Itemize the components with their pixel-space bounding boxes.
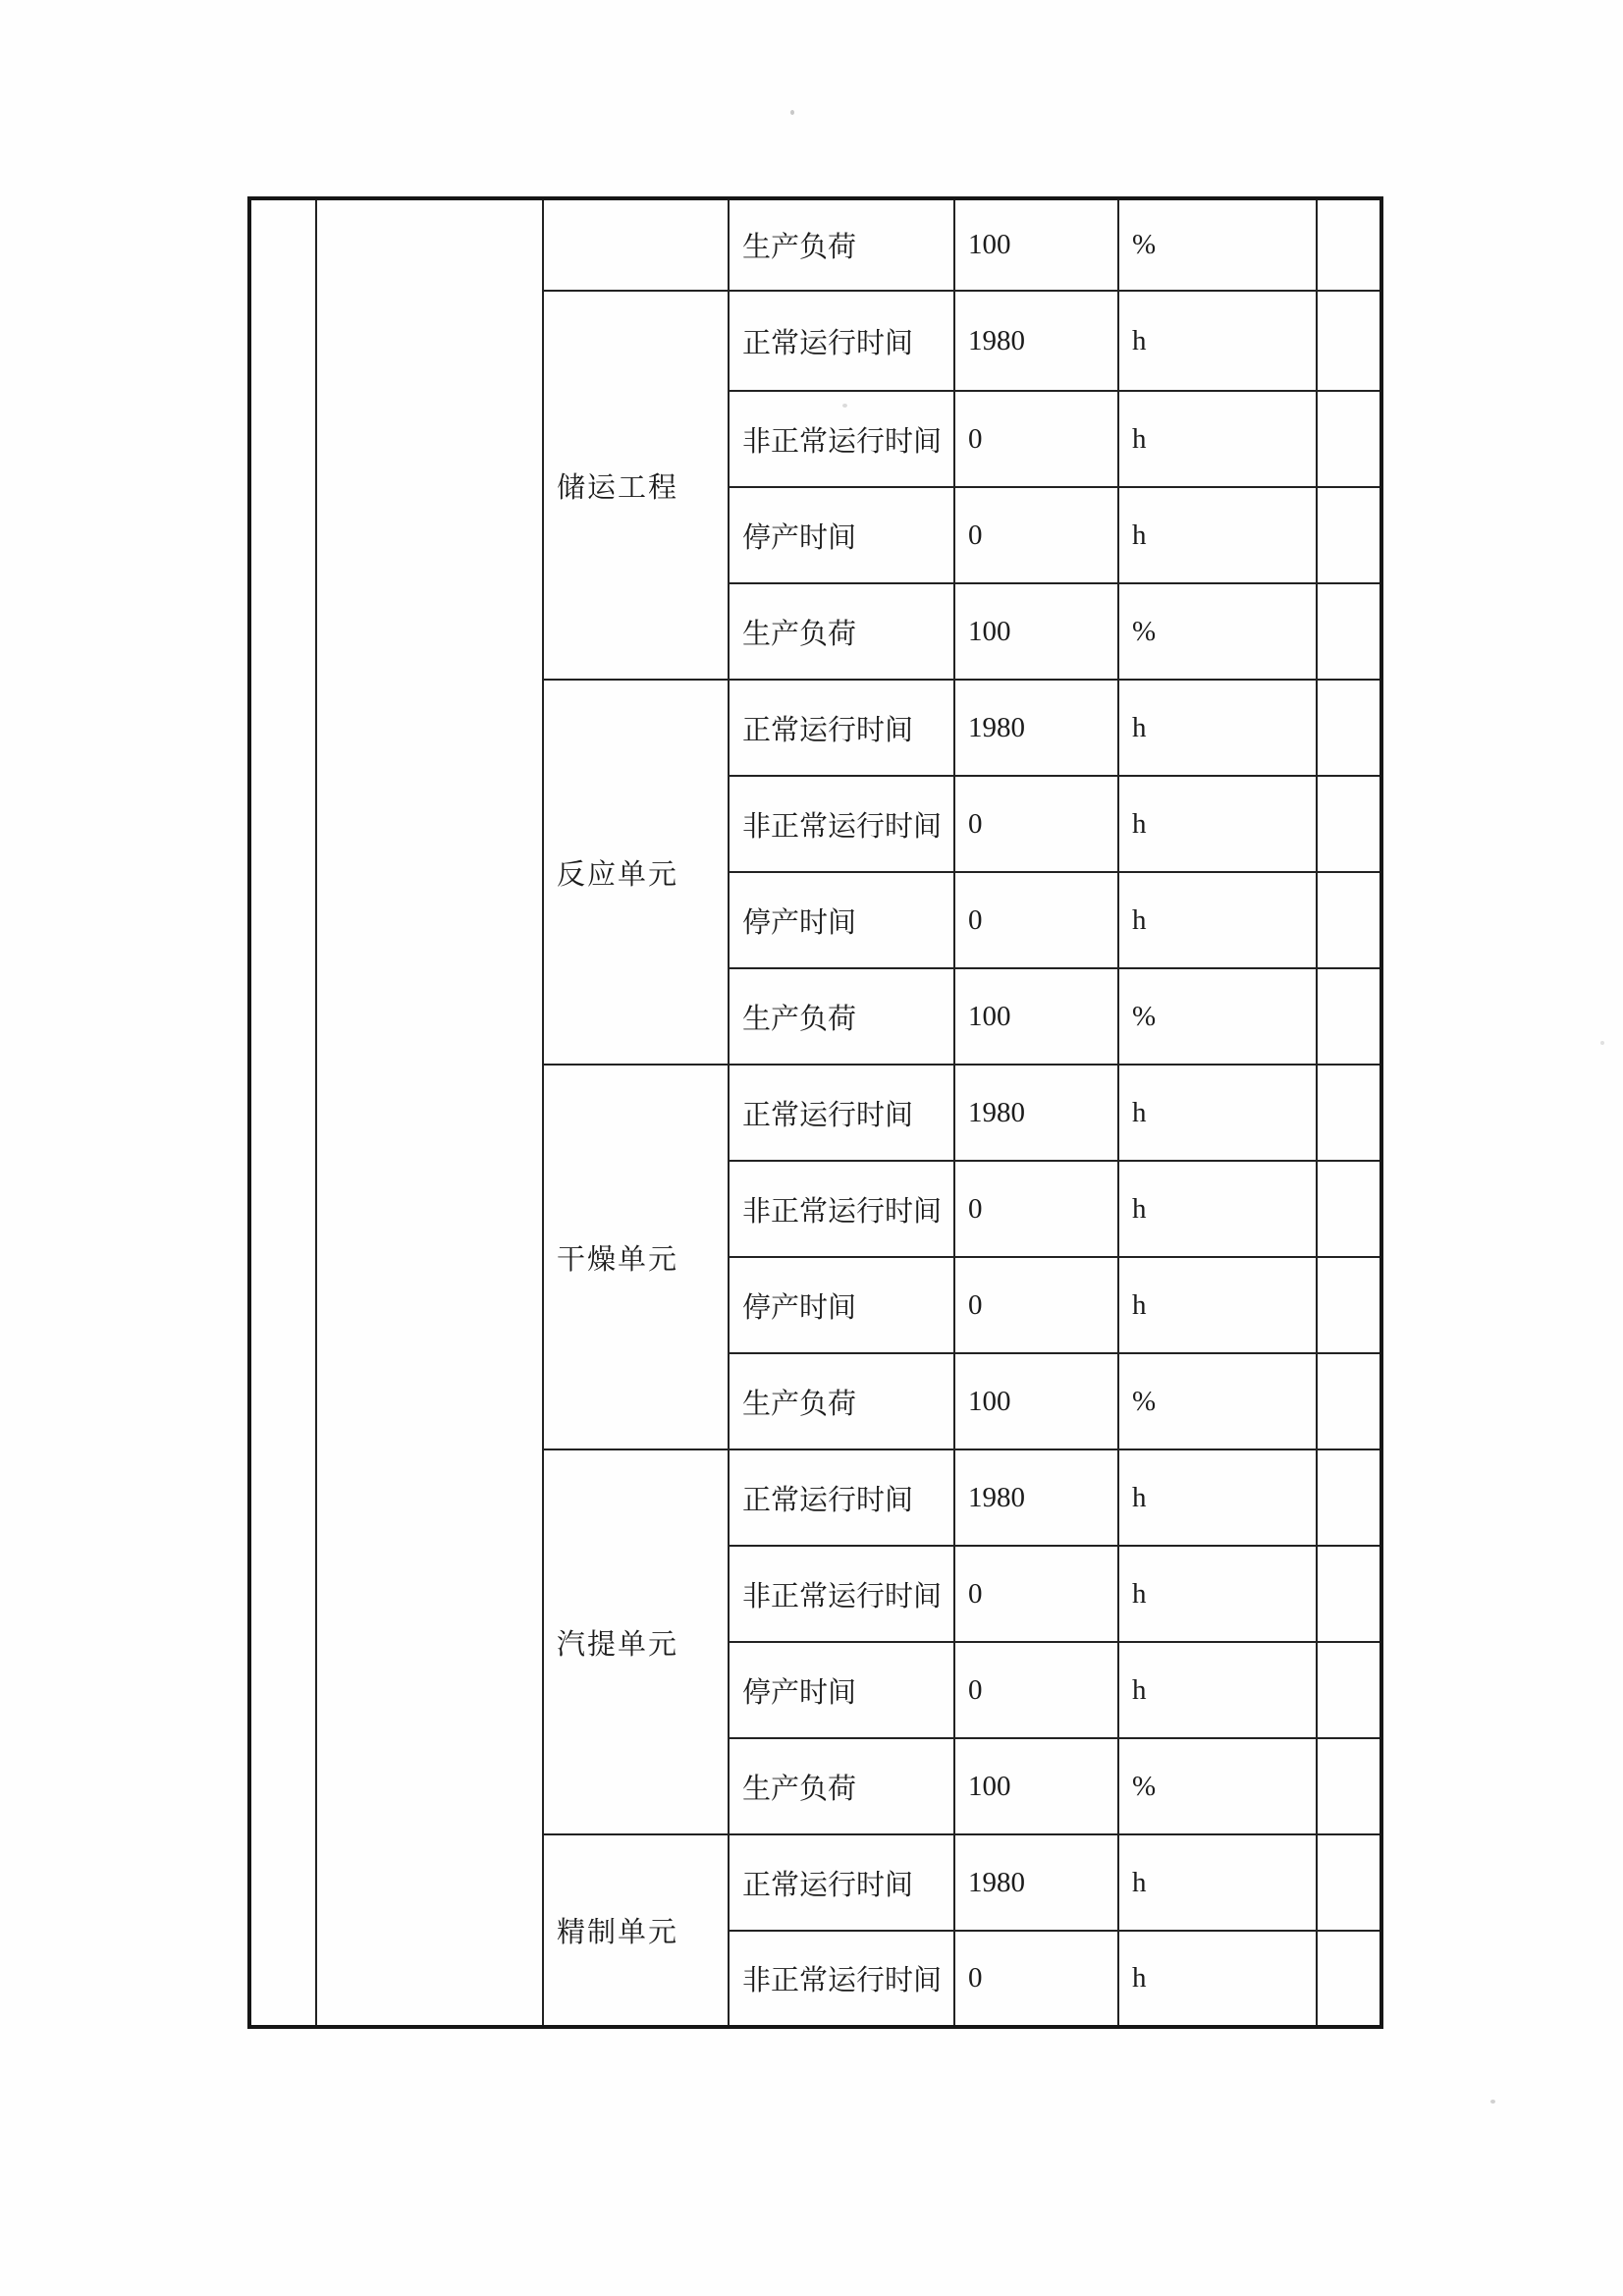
value-cell: 0 <box>954 1546 1118 1642</box>
right-margin-cell <box>1317 776 1381 872</box>
right-margin-cell <box>1317 1642 1381 1738</box>
param-label-cell: 正常运行时间 <box>729 1834 954 1931</box>
unit-cell: h <box>1118 1642 1317 1738</box>
param-label-cell: 非正常运行时间 <box>729 1931 954 2027</box>
right-margin-cell <box>1317 1738 1381 1834</box>
value-cell: 1980 <box>954 1065 1118 1161</box>
value-cell: 100 <box>954 968 1118 1065</box>
right-margin-cell <box>1317 1931 1381 2027</box>
table-row <box>249 198 1381 291</box>
unit-cell: h <box>1118 1161 1317 1257</box>
group-cell-stripping-unit: 汽提单元 <box>543 1449 729 1834</box>
right-margin-cell <box>1317 1353 1381 1449</box>
unit-cell: % <box>1118 968 1317 1065</box>
right-margin-cell <box>1317 1834 1381 1931</box>
right-margin-cell <box>1317 680 1381 776</box>
right-margin-cell <box>1317 1257 1381 1353</box>
param-label-cell: 非正常运行时间 <box>729 391 954 487</box>
unit-cell: % <box>1118 1738 1317 1834</box>
right-margin-cell <box>1317 1546 1381 1642</box>
value-cell: 100 <box>954 1738 1118 1834</box>
param-label-cell: 非正常运行时间 <box>729 1161 954 1257</box>
group-cell-storage-transport: 储运工程 <box>543 291 729 680</box>
unit-cell: % <box>1118 198 1317 291</box>
param-label-cell: 正常运行时间 <box>729 1449 954 1546</box>
unit-cell: h <box>1118 487 1317 583</box>
unit-cell: h <box>1118 1257 1317 1353</box>
left-margin-column-cell <box>249 198 316 2027</box>
value-cell: 0 <box>954 1161 1118 1257</box>
param-label-cell: 正常运行时间 <box>729 680 954 776</box>
unit-cell: h <box>1118 1931 1317 2027</box>
value-cell: 1980 <box>954 680 1118 776</box>
scan-speck <box>842 404 847 408</box>
value-cell: 100 <box>954 1353 1118 1449</box>
value-cell: 100 <box>954 583 1118 680</box>
param-label-cell: 生产负荷 <box>729 583 954 680</box>
param-label-cell: 停产时间 <box>729 1257 954 1353</box>
value-cell: 0 <box>954 487 1118 583</box>
param-label-cell: 生产负荷 <box>729 1738 954 1834</box>
right-margin-cell <box>1317 1065 1381 1161</box>
right-margin-cell <box>1317 1161 1381 1257</box>
value-cell: 0 <box>954 391 1118 487</box>
unit-cell: h <box>1118 1449 1317 1546</box>
value-cell: 0 <box>954 1642 1118 1738</box>
unit-cell: h <box>1118 872 1317 968</box>
group-cell-refining-unit: 精制单元 <box>543 1834 729 2027</box>
unit-cell: h <box>1118 776 1317 872</box>
param-label-cell: 生产负荷 <box>729 968 954 1065</box>
unit-cell: h <box>1118 1834 1317 1931</box>
right-margin-cell <box>1317 487 1381 583</box>
right-margin-cell <box>1317 391 1381 487</box>
unit-cell: h <box>1118 680 1317 776</box>
param-label-cell: 正常运行时间 <box>729 1065 954 1161</box>
unit-cell: h <box>1118 291 1317 391</box>
param-label-cell: 停产时间 <box>729 487 954 583</box>
param-label-cell: 停产时间 <box>729 872 954 968</box>
group-cell-continued <box>543 198 729 291</box>
unit-cell: % <box>1118 583 1317 680</box>
param-label-cell: 非正常运行时间 <box>729 776 954 872</box>
right-margin-cell <box>1317 968 1381 1065</box>
param-label-cell: 非正常运行时间 <box>729 1546 954 1642</box>
value-cell: 100 <box>954 198 1118 291</box>
value-cell: 1980 <box>954 291 1118 391</box>
value-cell: 0 <box>954 1257 1118 1353</box>
unit-cell: % <box>1118 1353 1317 1449</box>
param-label-cell: 停产时间 <box>729 1642 954 1738</box>
value-cell: 0 <box>954 1931 1118 2027</box>
param-label-cell: 生产负荷 <box>729 198 954 291</box>
unit-cell: h <box>1118 1065 1317 1161</box>
unit-cell: h <box>1118 391 1317 487</box>
scan-speck <box>790 110 794 115</box>
scan-speck <box>1490 2100 1495 2104</box>
right-margin-cell <box>1317 583 1381 680</box>
right-margin-cell <box>1317 291 1381 391</box>
value-cell: 0 <box>954 872 1118 968</box>
value-cell: 1980 <box>954 1834 1118 1931</box>
right-margin-cell <box>1317 198 1381 291</box>
scan-speck <box>1600 1041 1604 1045</box>
right-margin-cell <box>1317 872 1381 968</box>
param-label-cell: 生产负荷 <box>729 1353 954 1449</box>
value-cell: 0 <box>954 776 1118 872</box>
group-cell-drying-unit: 干燥单元 <box>543 1065 729 1449</box>
param-label-cell: 正常运行时间 <box>729 291 954 391</box>
group-cell-reaction-unit: 反应单元 <box>543 680 729 1065</box>
value-cell: 1980 <box>954 1449 1118 1546</box>
right-margin-cell <box>1317 1449 1381 1546</box>
left-wide-column-cell <box>316 198 543 2027</box>
unit-cell: h <box>1118 1546 1317 1642</box>
operating-hours-table <box>247 196 1383 2029</box>
